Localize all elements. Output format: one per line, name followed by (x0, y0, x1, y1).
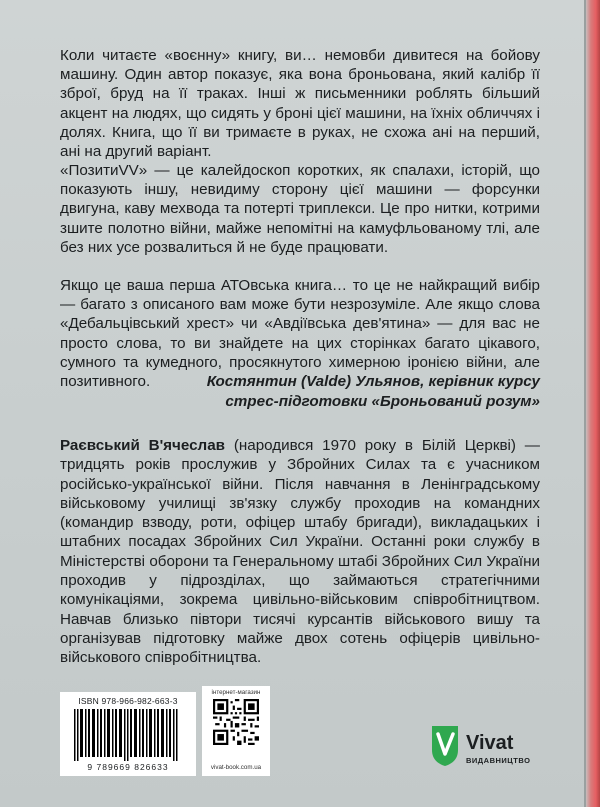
quote-attribution-line-1: Костянтин (Valde) Ульянов, керівник курсу (206, 373, 540, 390)
intro-paragraph-3: Якщо це ваша перша АТОвська книга… то це не найкращий вибір — багато з описаного вам може бути незрозуміле. Але якщо слова «Дебальцівський хрест» чи «Авдіївська дев'ятина» — для вас не просто слова, то ви знайдете на цих сторінках багато цікавого, сумного та кумедного, просякнутого химерною іронією війни, але позитивного. (60, 277, 540, 391)
quote-attribution-line-2: стрес-підготовки «Броньований розум» (225, 393, 540, 410)
author-bio (60, 436, 540, 668)
author-name: Раєвський В'ячеслав (60, 437, 225, 454)
publisher-name: Vivat (466, 732, 514, 754)
qr-code-icon (213, 699, 259, 745)
qr-code-block[interactable] (202, 686, 270, 776)
publisher-logo (430, 722, 540, 772)
author-bio-text: (народився 1970 року в Білій Церкві) — тридцять років прослужив у Збройних Силах та є учасником російсько-української війни. Після навчання в Ленінградському військовому училищі зв'язку службу проходив на командних (командир взводу, роти, офіцер штабу бригади), викладацьких і штабних посадах Збройних Сил України. Останні роки службу в Міністерстві оборони та Генеральному штабі Збройних Сил України проходив у підрозділах, що займаються стратегічними комунікаціями, зокрема цивільно-військовим співробітництвом. Навчав близько півтори тисячі курсантів військового вишу та організував підготовку майже двох сотень офіцерів цивільно-військового співробітництва. (60, 437, 540, 667)
publisher-subtitle: ВИДАВНИЦТВО (466, 756, 531, 765)
isbn-barcode-block (60, 692, 196, 776)
intro-paragraph-2: «ПозитиVV» — це калейдоскоп коротких, як спалахи, історій, що показують іншу, невидиму сторону цієї машини — форсунки двигуна, каву мехвода та потерті триплекси. Це про нитки, котрими зшите полотно війни, майже непомітні на камуфльованому тлі, але без них усе розвалиться й не буде працювати. (60, 162, 540, 256)
intro-paragraph-1: Коли читаєте «воєнну» книгу, ви… немовби дивитеся на бойову машину. Один автор показує, яка вона броньована, який калібр її зброї, бруд на її траках. Інші ж письменники роблять більший акцент на людях, що сидять у броні цієї машини, на їхніх обличчях і долях. Книга, що її ви тримаєте в руках, не схожа ані на перший, ані на другий варіант. (60, 47, 540, 161)
quote-attribution (60, 372, 540, 412)
cover-edge (586, 0, 600, 807)
qr-label-bottom: vivat-book.com.ua (210, 764, 262, 771)
isbn-text: ISBN 978-966-982-663-3 (78, 696, 178, 706)
barcode-icon (70, 709, 186, 761)
vivat-logo-icon (430, 724, 462, 768)
barcode-number: 9 789669 826633 (87, 762, 169, 772)
qr-label-top: інтернет-магазин (211, 689, 261, 696)
